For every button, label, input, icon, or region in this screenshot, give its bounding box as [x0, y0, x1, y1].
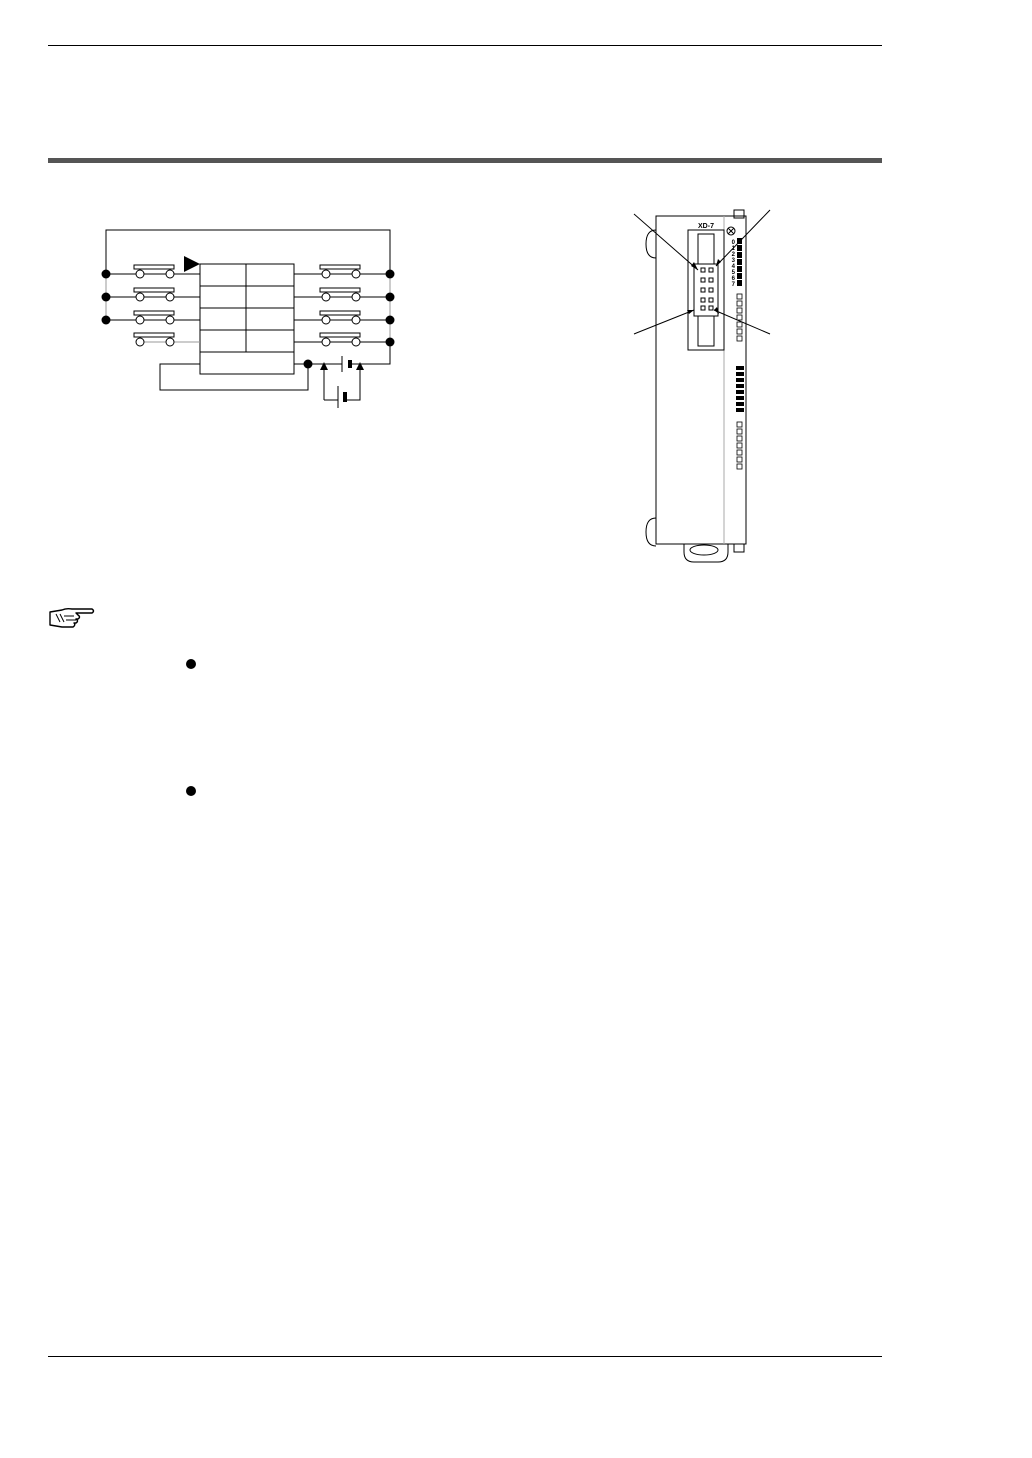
model-label: XD-7 — [698, 223, 714, 230]
led-indicators-upper — [737, 238, 742, 286]
led-indicators-lower-empty — [737, 422, 742, 469]
led-number: 6 — [731, 276, 735, 282]
led-indicators-lower — [736, 366, 744, 412]
led-indicators-empty — [737, 294, 742, 341]
footer-rule — [48, 1356, 882, 1357]
led-number: 7 — [731, 282, 735, 288]
bullet-dot-icon — [186, 659, 196, 669]
module-drawing — [632, 204, 792, 566]
led-number: 4 — [731, 264, 735, 270]
header-rule — [48, 45, 882, 46]
led-number: 3 — [731, 258, 735, 264]
wiring-diagram — [96, 222, 406, 408]
bullet-dot-icon — [186, 786, 196, 796]
led-number: 2 — [731, 252, 735, 258]
led-number: 1 — [731, 246, 735, 252]
led-number: 0 — [731, 240, 735, 246]
section-rule — [48, 158, 882, 163]
pointing-hand-icon — [48, 606, 96, 630]
led-number: 5 — [731, 270, 735, 276]
